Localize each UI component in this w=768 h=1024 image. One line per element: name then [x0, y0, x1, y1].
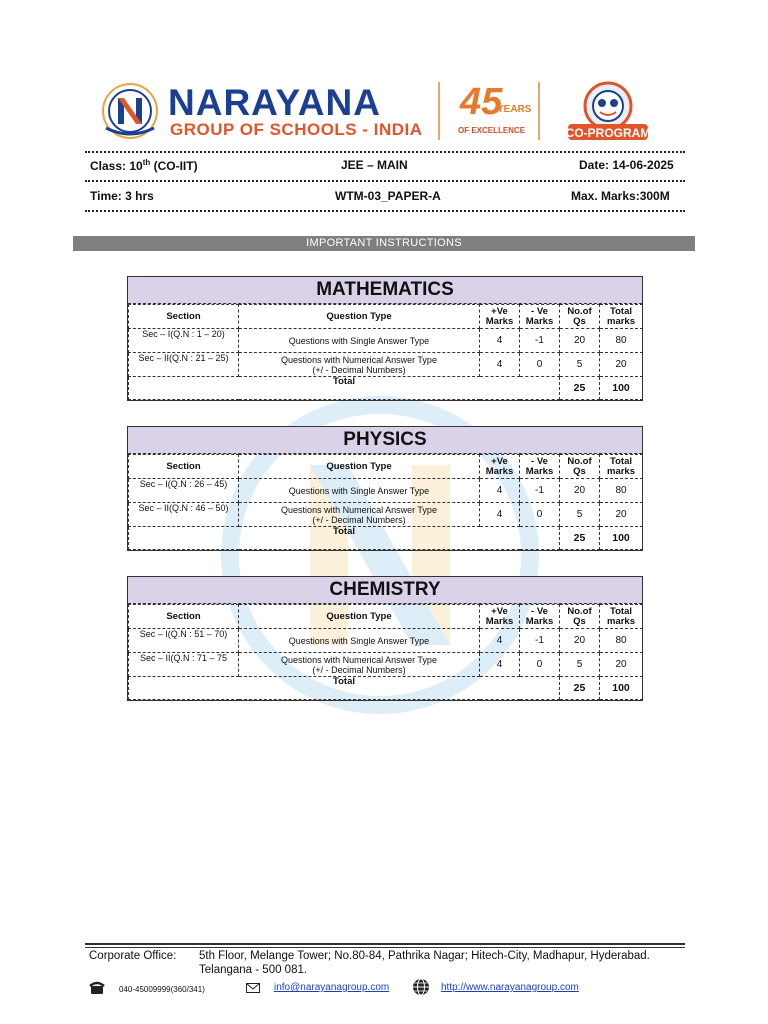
marks-grid [128, 454, 643, 550]
section-header: Section [129, 605, 239, 629]
total-questions: 25 [560, 527, 600, 550]
website-link[interactable]: http://www.narayanagroup.com [441, 982, 579, 993]
negative-marks-cell: 0 [520, 353, 560, 377]
meta-divider-middle [85, 180, 685, 182]
marks-grid [128, 604, 643, 700]
meta-divider-top [85, 151, 685, 153]
meta-divider-bottom [85, 210, 685, 212]
positive-marks-header: +Ve Marks [480, 305, 520, 329]
total-label: Total [129, 377, 560, 400]
total-marks: 100 [600, 677, 643, 700]
total-row [129, 527, 643, 550]
section-header: Section [129, 305, 239, 329]
negative-marks-cell: 0 [520, 653, 560, 677]
subject-title: CHEMISTRY [128, 577, 642, 604]
chemistry-table [127, 576, 643, 701]
num-questions-cell: 20 [560, 329, 600, 353]
physics-table [127, 426, 643, 551]
corporate-office-label: Corporate Office: [89, 950, 177, 962]
mathematics-table [127, 276, 643, 401]
table-row [129, 653, 643, 677]
section-cell: Sec – II(Q.N : 21 – 25) [129, 353, 239, 377]
num-questions-header: No.of Qs [560, 455, 600, 479]
positive-marks-cell: 4 [480, 653, 520, 677]
section-header: Section [129, 455, 239, 479]
table-row [129, 353, 643, 377]
header-row [129, 305, 643, 329]
exam-name: JEE – MAIN [341, 158, 408, 172]
positive-marks-cell: 4 [480, 479, 520, 503]
total-marks-header: Total marks [600, 605, 643, 629]
total-marks-cell: 80 [600, 329, 643, 353]
narayana-emblem-logo [98, 82, 162, 140]
negative-marks-header: - Ve Marks [520, 455, 560, 479]
question-type-header: Question Type [239, 305, 480, 329]
email-link[interactable]: info@narayanagroup.com [274, 982, 390, 993]
question-type-cell: Questions with Numerical Answer Type (+/ - Decimal Numbers) [239, 353, 480, 377]
header-divider [538, 82, 540, 140]
question-type-cell: Questions with Numerical Answer Type (+/ - Decimal Numbers) [239, 653, 480, 677]
total-marks-cell: 20 [600, 503, 643, 527]
total-marks-cell: 80 [600, 479, 643, 503]
negative-marks-cell: -1 [520, 329, 560, 353]
total-row [129, 377, 643, 400]
phone-icon [89, 981, 105, 994]
positive-marks-header: +Ve Marks [480, 605, 520, 629]
negative-marks-header: - Ve Marks [520, 305, 560, 329]
total-marks-header: Total marks [600, 455, 643, 479]
subject-title: PHYSICS [128, 427, 642, 454]
num-questions-cell: 5 [560, 503, 600, 527]
instructions-title-bar: IMPORTANT INSTRUCTIONS [73, 236, 695, 251]
question-type-header: Question Type [239, 605, 480, 629]
num-questions-cell: 20 [560, 629, 600, 653]
table-row [129, 629, 643, 653]
brand-subtitle: GROUP OF SCHOOLS - INDIA [170, 120, 423, 139]
header-divider [438, 82, 440, 140]
positive-marks-cell: 4 [480, 629, 520, 653]
negative-marks-cell: -1 [520, 479, 560, 503]
total-questions: 25 [560, 377, 600, 400]
positive-marks-cell: 4 [480, 353, 520, 377]
num-questions-header: No.of Qs [560, 305, 600, 329]
co-program-logo [556, 80, 660, 142]
question-type-cell: Questions with Single Answer Type [239, 329, 480, 353]
negative-marks-header: - Ve Marks [520, 605, 560, 629]
positive-marks-cell: 4 [480, 503, 520, 527]
section-cell: Sec – II(Q.N : 46 – 50) [129, 503, 239, 527]
table-row [129, 503, 643, 527]
total-label: Total [129, 527, 560, 550]
years-subtitle: OF EXCELLENCE [458, 126, 526, 135]
footer-divider [85, 943, 685, 945]
exam-time: Time: 3 hrs [90, 189, 154, 203]
positive-marks-cell: 4 [480, 329, 520, 353]
globe-icon [412, 978, 430, 996]
total-marks-header: Total marks [600, 305, 643, 329]
total-label: Total [129, 677, 560, 700]
marks-grid [128, 304, 643, 400]
num-questions-cell: 20 [560, 479, 600, 503]
total-marks: 100 [600, 377, 643, 400]
mail-icon [246, 983, 260, 993]
section-cell: Sec – I(Q.N : 51 – 70) [129, 629, 239, 653]
table-row [129, 329, 643, 353]
section-cell: Sec – II(Q.N : 71 – 75 [129, 653, 239, 677]
section-cell: Sec – I(Q.N : 26 – 45) [129, 479, 239, 503]
total-row [129, 677, 643, 700]
negative-marks-cell: 0 [520, 503, 560, 527]
positive-marks-header: +Ve Marks [480, 455, 520, 479]
total-marks: 100 [600, 527, 643, 550]
years-number: 45 [460, 81, 503, 123]
office-address-line-2: Telangana - 500 081. [199, 964, 308, 976]
question-type-cell: Questions with Numerical Answer Type (+/ - Decimal Numbers) [239, 503, 480, 527]
total-questions: 25 [560, 677, 600, 700]
brand-name: NARAYANA [168, 82, 381, 123]
total-marks-cell: 20 [600, 653, 643, 677]
class-info: Class: 10th (CO-IIT) [90, 158, 198, 173]
exam-date: Date: 14-06-2025 [579, 158, 674, 172]
phone-number: 040-45009999(360/341) [119, 985, 205, 994]
max-marks: Max. Marks:300M [571, 189, 670, 203]
co-program-text: CO-PROGRAM [565, 126, 651, 140]
question-type-cell: Questions with Single Answer Type [239, 479, 480, 503]
section-cell: Sec – I(Q.N : 1 – 20) [129, 329, 239, 353]
num-questions-cell: 5 [560, 653, 600, 677]
years-label: YEARS [497, 104, 532, 115]
num-questions-cell: 5 [560, 353, 600, 377]
total-marks-cell: 20 [600, 353, 643, 377]
header-row [129, 455, 643, 479]
total-marks-cell: 80 [600, 629, 643, 653]
header-row [129, 605, 643, 629]
question-type-header: Question Type [239, 455, 480, 479]
table-row [129, 479, 643, 503]
subject-title: MATHEMATICS [128, 277, 642, 304]
num-questions-header: No.of Qs [560, 605, 600, 629]
paper-code: WTM-03_PAPER-A [335, 189, 441, 203]
question-type-cell: Questions with Single Answer Type [239, 629, 480, 653]
office-address: 5th Floor, Melange Tower; No.80-84, Pathrika Nagar; Hitech-City, Madhapur, Hyderabad. [199, 950, 650, 962]
footer-divider [85, 947, 685, 948]
negative-marks-cell: -1 [520, 629, 560, 653]
